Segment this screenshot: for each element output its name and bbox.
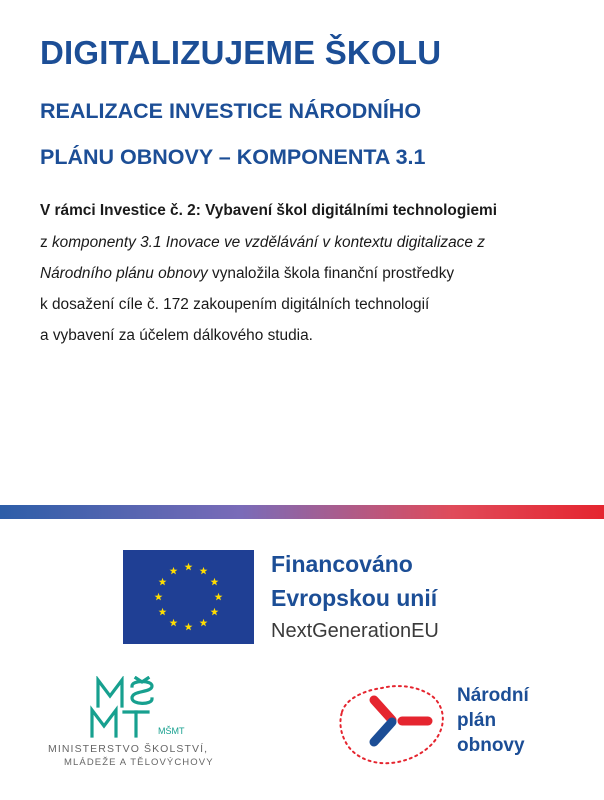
body-line-3	[40, 265, 454, 283]
msmt-name-line-2: MLÁDEŽE A TĚLOVÝCHOVY	[64, 757, 214, 768]
subtitle-line-1: REALIZACE INVESTICE NÁRODNÍHO	[40, 99, 422, 123]
body-line-2-plain: z	[40, 234, 52, 251]
msmt-logo-text: MŠMT	[158, 726, 185, 736]
eu-next-generation: NextGenerationEU	[271, 620, 439, 642]
body-line-1: V rámci Investice č. 2: Vybavení škol digitálními technologiemi	[40, 202, 498, 219]
body-line-2-italic: komponenty 3.1 Inovace ve vzdělávání v kontextu digitalizace z	[51, 234, 485, 251]
npo-text-line-1: Národní	[457, 685, 529, 706]
npo-text-line-3: obnovy	[457, 735, 525, 756]
eu-funded-line-1: Financováno	[271, 551, 413, 577]
body-line-2	[40, 234, 485, 252]
msmt-logo	[88, 676, 196, 740]
eu-funded-line-2: Evropskou unií	[271, 585, 438, 611]
body-line-4: k dosažení cíle č. 172 zakoupením digitálních technologií	[40, 296, 430, 313]
npo-text-line-2: plán	[457, 710, 497, 731]
color-stripe	[0, 505, 604, 519]
subtitle-line-2: PLÁNU OBNOVY – KOMPONENTA 3.1	[40, 145, 426, 169]
body-line-3-italic: Národního plánu obnovy	[40, 265, 208, 282]
msmt-name-line-1: MINISTERSTVO ŠKOLSTVÍ,	[48, 743, 209, 755]
npo-logo-icon	[336, 676, 448, 768]
body-line-3-plain: vynaložila škola finanční prostředky	[207, 265, 455, 282]
eu-flag-icon	[123, 550, 254, 644]
body-line-5: a vybavení za účelem dálkového studia.	[40, 327, 313, 344]
page-title: DIGITALIZUJEME ŠKOLU	[40, 34, 442, 71]
